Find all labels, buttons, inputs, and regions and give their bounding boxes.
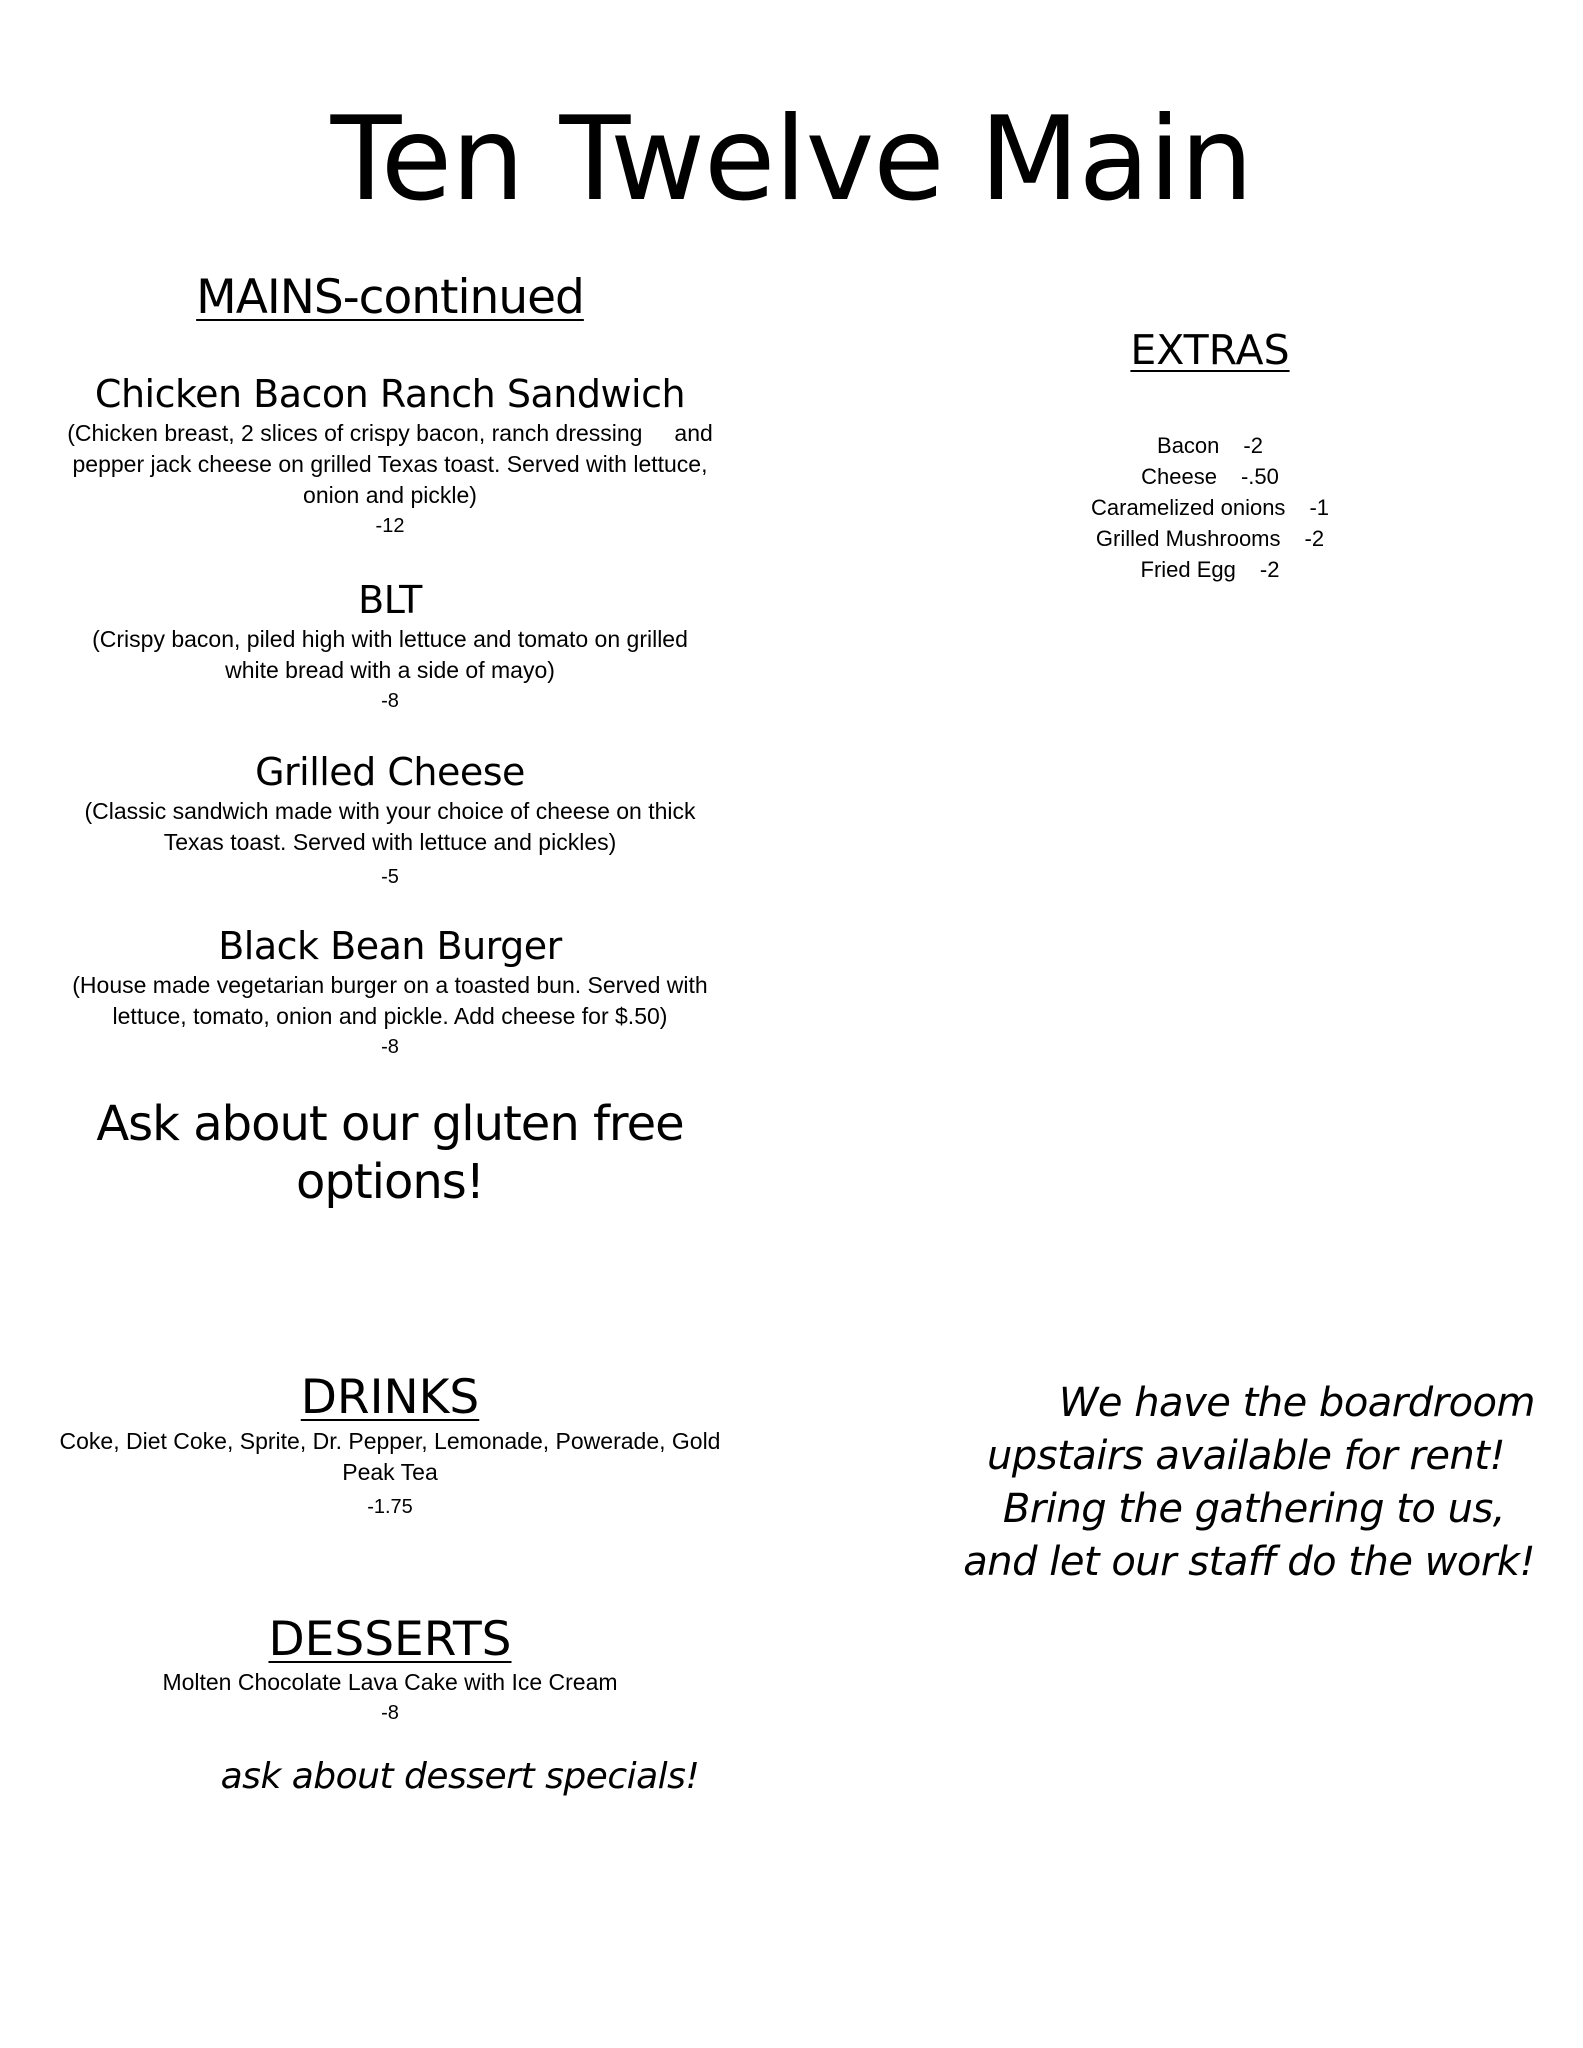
menu-item-chicken-bacon-ranch [40, 372, 740, 541]
extras-item-price: -.50 [1240, 464, 1279, 489]
gluten-free-promo-line: options! [295, 1154, 485, 1210]
extras-item-name: Caramelized onions [1091, 495, 1286, 520]
drinks-description [40, 1426, 740, 1488]
extras-item [1000, 492, 1420, 523]
mains-heading: MAINS-continued [196, 270, 584, 325]
dessert-item-price: -8 [381, 1702, 399, 1724]
menu-item-grilled-cheese [40, 750, 740, 892]
menu-item-black-bean-burger [40, 924, 740, 1062]
extras-item-name: Grilled Mushrooms [1095, 526, 1281, 551]
drinks-description-line: Coke, Diet Coke, Sprite, Dr. Pepper, Lemonade, Powerade, Gold [59, 1428, 721, 1454]
item-description [40, 970, 740, 1032]
dessert-specials-note: ask about dessert specials! [220, 1756, 700, 1797]
item-price: -5 [381, 866, 399, 888]
gluten-free-promo-line: Ask about our gluten free [96, 1096, 684, 1152]
extras-item-price: -1 [1309, 495, 1329, 520]
item-price: -8 [381, 1036, 399, 1058]
extras-list [1000, 430, 1420, 585]
drinks-price: -1.75 [367, 1496, 413, 1518]
item-name: Chicken Bacon Ranch Sandwich [94, 372, 686, 416]
drinks-description-line: Peak Tea [342, 1459, 438, 1485]
item-description-line: onion and pickle) [303, 482, 477, 508]
item-description-line: lettuce, tomato, onion and pickle. Add cheese for $.50) [112, 1003, 668, 1029]
item-description-line: (Crispy bacon, piled high with lettuce and tomato on grilled [92, 626, 688, 652]
drinks-heading: DRINKS [300, 1370, 480, 1425]
dessert-item-name: Molten Chocolate Lava Cake with Ice Cream [162, 1669, 618, 1695]
item-description-line: (Chicken breast, 2 slices of crispy bacon, ranch dressing and [67, 420, 713, 446]
item-name: Grilled Cheese [255, 750, 525, 794]
item-description-line: white bread with a side of mayo) [225, 657, 555, 683]
extras-heading: EXTRAS [1130, 326, 1290, 374]
gluten-free-promo [40, 1095, 740, 1211]
boardroom-promo-line: Bring the gathering to us, [1002, 1486, 1505, 1532]
boardroom-rental-promo [925, 1377, 1565, 1589]
item-description-line: Texas toast. Served with lettuce and pickles) [163, 829, 617, 855]
extras-item-name: Fried Egg [1140, 557, 1236, 582]
boardroom-promo-line: and let our staff do the work! [963, 1539, 1535, 1585]
item-price: -8 [381, 690, 399, 712]
item-description [40, 624, 740, 686]
boardroom-promo-line: upstairs available for rent! [987, 1433, 1505, 1479]
item-price: -12 [375, 515, 405, 537]
extras-item [1000, 523, 1420, 554]
menu-item-blt [40, 578, 740, 716]
extras-item [1000, 554, 1420, 585]
item-name: Black Bean Burger [218, 924, 562, 968]
desserts-heading: DESSERTS [268, 1612, 512, 1667]
item-description-line: pepper jack cheese on grilled Texas toast. Served with lettuce, [72, 451, 708, 477]
extras-item [1000, 461, 1420, 492]
item-description-line: (Classic sandwich made with your choice of cheese on thick [84, 798, 696, 824]
extras-item-name: Bacon [1157, 433, 1220, 458]
extras-item-name: Cheese [1141, 464, 1217, 489]
restaurant-name: Ten Twelve Main [330, 92, 1253, 227]
boardroom-promo-line: We have the boardroom [1058, 1380, 1535, 1426]
item-description-line: (House made vegetarian burger on a toasted bun. Served with [72, 972, 708, 998]
item-description [40, 418, 740, 511]
extras-item-price: -2 [1243, 433, 1263, 458]
item-name: BLT [358, 578, 422, 622]
extras-item [1000, 430, 1420, 461]
extras-item-price: -2 [1259, 557, 1280, 582]
item-description [40, 796, 740, 858]
extras-item-price: -2 [1304, 526, 1325, 551]
